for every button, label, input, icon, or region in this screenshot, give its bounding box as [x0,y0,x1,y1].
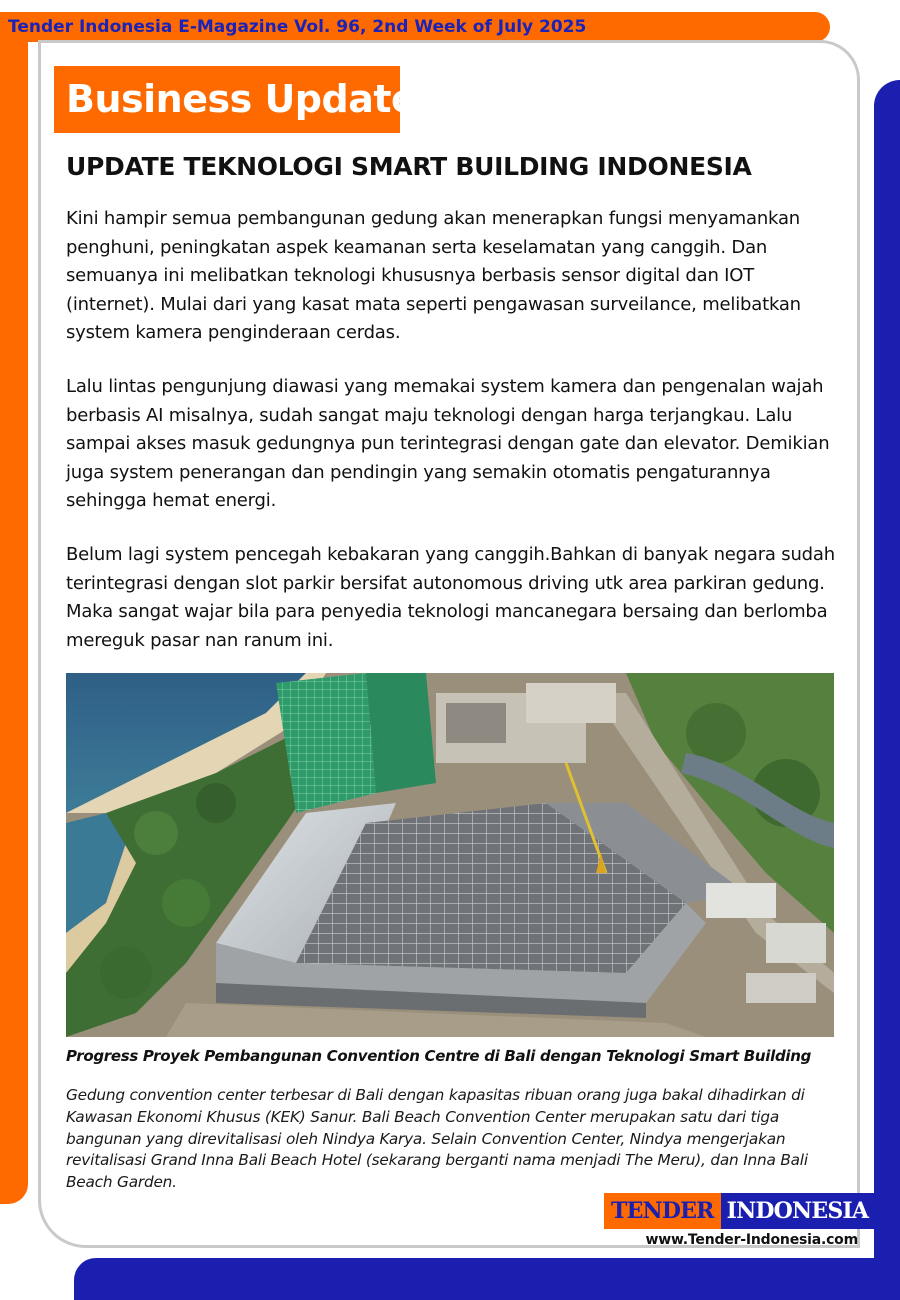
right-accent-bar [874,80,900,1300]
article-paragraph: Kini hampir semua pembangunan gedung akan menerapkan fungsi menyamankan penghuni, peningkatan aspek keamanan serta keselamatan yang canggih. Dan semuanya ini melibatkan teknologi khususnya berbasis sensor digital dan IOT (internet). Mulai dari yang kasat mata seperti pengawasan surveilance, melibatkan system kamera penginderaan cerdas. [66,208,801,343]
logo-text-indonesia: INDONESIA [721,1193,875,1229]
photo-description: Gedung convention center terbesar di Bali dengan kapasitas ribuan orang juga bakal dihadirkan di Kawasan Ekonomi Khusus (KEK) Sanur. Bali Beach Convention Center merupakan satu dari tiga bangunan yang direvitalisasi oleh Nindya Karya. Selain Convention Center, Nindya mengerjakan revitalisasi Grand Inna Bali Beach Hotel (sekarang berganti nama menjadi The Meru), dan Inna Bali Beach Garden. [66,1086,808,1192]
aerial-construction-photo [66,673,834,1037]
left-accent-bar [0,12,28,1204]
magazine-title: Tender Indonesia E-Magazine Vol. 96, 2nd Week of July 2025 [8,17,587,37]
section-label: Business Updates [54,66,400,133]
logo-text-tender: TENDER [604,1193,721,1229]
article-paragraph: Belum lagi system pencegah kebakaran yang canggih.Bahkan di banyak negara sudah terintegrasi dengan slot parkir bersifat autonomous driving utk area parkiran gedung. Maka sangat wajar bila para penyedia teknologi mancanegara bersaing dan berlomba mereguk pasar nan ranum ini. [66,544,835,651]
bottom-accent-bar [74,1258,900,1300]
website-url: www.Tender-Indonesia.com [645,1232,858,1248]
article-headline: UPDATE TEKNOLOGI SMART BUILDING INDONESIA [66,152,752,181]
article-paragraph: Lalu lintas pengunjung diawasi yang memakai system kamera dan pengenalan wajah berbasis AI misalnya, sudah sangat maju teknologi dengan harga terjangkau. Lalu sampai akses masuk gedungnya pun terintegrasi dengan gate dan elevator. Demikian juga system penerangan dan pendingin yang semakin otomatis pengaturannya sehingga hemat energi. [66,376,830,511]
photo-caption: Progress Proyek Pembangunan Convention Centre di Bali dengan Teknologi Smart Building [66,1047,812,1065]
tender-indonesia-logo [604,1193,869,1229]
